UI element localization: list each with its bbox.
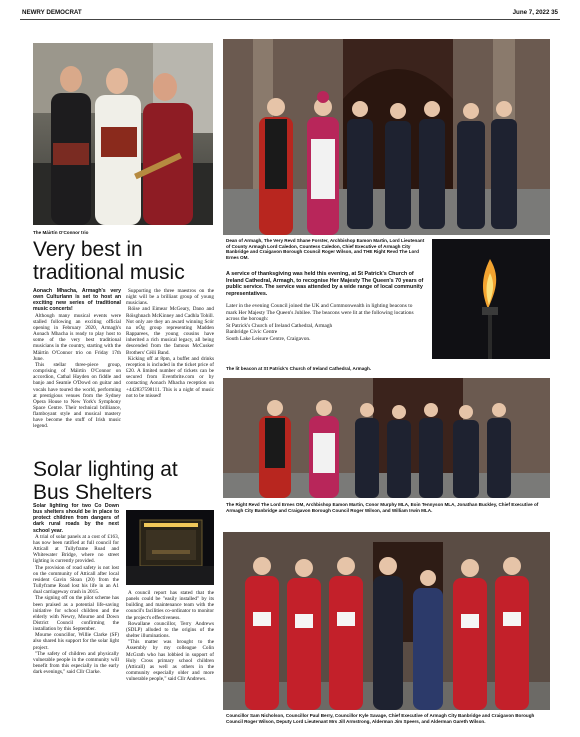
solar-para-3: The signing off on the pilot scheme has been praised as a potential life-saving initiative for school children and the elderly with Newry, Mourne and Down District Council confirming the installation by this September. — [33, 595, 119, 633]
music-para-5: Kicking off at 8pm, a buffet and drinks reception is included in the ticket price of £20. A limited number of tickets can be secured from Eventbrite.com or by contacting Aonach Mhacha reception on +442837598111. This is a night of music not to be missed! — [126, 355, 214, 399]
jubilee-location-1: St Patrick's Church of Ireland Cathedral, Armagh — [226, 322, 333, 329]
jubilee-body — [226, 303, 424, 343]
solar-para-8: "This matter was brought to the Assembly by my colleague Colin McGrath who has lobbied in support of Holy Cross primary school children (Atticall) as well as others in the community especially older and more vulnerable people," said Cllr Andrews. — [126, 639, 214, 683]
solar-headline: Solar lighting at Bus Shelters — [33, 458, 178, 504]
jubilee-location-2: Banbridge Civic Centre — [226, 329, 278, 336]
music-para-2: This stellar three-piece group, comprising of Máirtín O'Connor on accordion, Cathal Hayden on fiddle and banjo and Seamie O'Dowd on guitar and vocals have toured the world, performing at prestigious venues from the Sydney Opera House to New York's Symphony Space Centre. Their technical brilliance, flamboyant style and musical mastery have become the stuff of Irish music legend. — [33, 361, 121, 430]
group-illustration-3 — [223, 532, 550, 710]
cathedral-photo-caption: Dean of Armagh, The Very Revd Shane Forster, Archbishop Eamon Martin, Lord Lieutenant of County Armagh Lord Caledon, Countess Caledon, Chief Executive of Armagh City Banbridge and Craigavon Borough Council Roger Wilson, and THE Right Revd The Lord Ernes OM. — [226, 238, 425, 261]
bus-shelter-photo — [126, 510, 214, 585]
cathedral-group-photo — [223, 39, 550, 235]
trio-illustration — [33, 43, 213, 225]
solar-lead: Solar lighting for two Co Down bus shelters should be in place to protect children from dangers of dark rural roads by the next school year. — [33, 503, 119, 534]
shelter-illustration — [126, 510, 214, 585]
music-column-2 — [126, 288, 214, 456]
solar-para-7: Rowallane councillor, Terry Andrews (SDLP) alluded to the origins of the shelter illuminations. — [126, 620, 214, 640]
music-headline: Very best in traditional music — [33, 238, 185, 284]
newspaper-name: NEWRY DEMOCRAT — [22, 9, 82, 16]
solar-para-2: The provision of road safety is not lost on the community of Atticall after local resident Gavin Sloan (20) from the Tullyframe Road lost his life in an A1 dual carriageway crash in 2015. — [33, 564, 119, 596]
solar-para-5a: "The safety of children and physically vulnerable people in the community will benefit from this especially in the early dark evenings," said Cllr Clarke. — [33, 650, 119, 676]
page-header — [20, 6, 560, 20]
music-para-4: Róise and Eimear McGeary, Dano and Róisghnach McKinney and Cadhla Tohill. Not only are they an award winning Scór na nÓg group representing Madden Rapparees, the young cousins have inherited a rich musical legacy, all being descended from the famous McCusker Brothers' Céili Band. — [126, 306, 214, 356]
solar-column-2 — [126, 590, 214, 725]
music-para-1: Although many musical events were stalled following an exciting official opening in February 2020, Armagh's Aonach Mhacha is ready to play host to some of the very best traditional musicians in the country, starting with the Máirtín O'Connor trio on Friday 17th June. — [33, 312, 121, 362]
group-illustration-1 — [223, 39, 550, 235]
trio-photo — [33, 43, 213, 225]
councillors-photo — [223, 532, 550, 710]
jubilee-lead: A service of thanksgiving was held this evening, at St Patrick's Church of Ireland Cathedral, Armagh, to recognise Her Majesty The Queen's 70 years of public service. The service was attended by a wide range of local community representatives. — [226, 271, 424, 297]
solar-para-6: A council report has stated that the panels could be "easily installed" by its building and maintenance team with the council's facilities co-ordinator to monitor the project's effectiveness. — [126, 590, 214, 621]
trio-photo-caption: The Máirtín O'Connor trio — [33, 230, 89, 235]
solar-para-4: Mourne councillor, Willie Clarke (SF) also shared his support for the solar light project. — [33, 632, 119, 651]
jubilee-location-3: South Lake Leisure Centre, Craigavon. — [226, 335, 311, 342]
beacon-caption: The lit beacon at St Patrick's Church of Ireland Cathedral, Armagh. — [226, 366, 372, 371]
councillors-caption: Councillor Sam Nicholson, Councillor Paul Berry, Councillor Kyle Savage, Chief Executive of Armagh City Banbridge and Craigavon Borough Council Roger Wilson, Deputy Lord Lieutenant Mrs Jill Armstrong, Alderman Jim Speers, and Alderman Gareth Wilson. — [226, 713, 535, 724]
music-lead: Aonach Mhacha, Armagh's very own Culturlann is set to host an exciting new series of traditional music concerts! — [33, 288, 121, 313]
group-illustration-2 — [223, 378, 550, 498]
music-column-1 — [33, 288, 121, 456]
music-para-3: Supporting the three maestros on the night will be a brilliant group of young musicians. — [126, 288, 214, 307]
beacon-illustration — [432, 239, 550, 359]
solar-column-1 — [33, 503, 119, 723]
solar-para-1: A trial of solar panels at a cost of £163, has now been ratified at full council for Atticall at Tullyframe Road and Whitewater Bridge, where no street lighting is currently provided. — [33, 533, 119, 565]
jubilee-body-text: Later in the evening Council joined the UK and Commonwealth in lighting beacons to mark Her Majesty The Queen's Jubilee. The beacons were lit at the following locations across the borough: — [226, 303, 414, 323]
page-date: June 7, 2022 35 — [512, 9, 558, 16]
dignitaries-caption: The Right Revd The Lord Ernes OM, Archbishop Eamon Martin, Conor Murphy MLA, Eoin Tennyson MLA, Jonathan Buckley, Chief Executive of Armagh City Banbridge and Craigavon Borough Council Roger Wilson, and William Irwin MLA. — [226, 502, 539, 513]
beacon-photo — [432, 239, 550, 359]
dignitaries-photo — [223, 378, 550, 498]
